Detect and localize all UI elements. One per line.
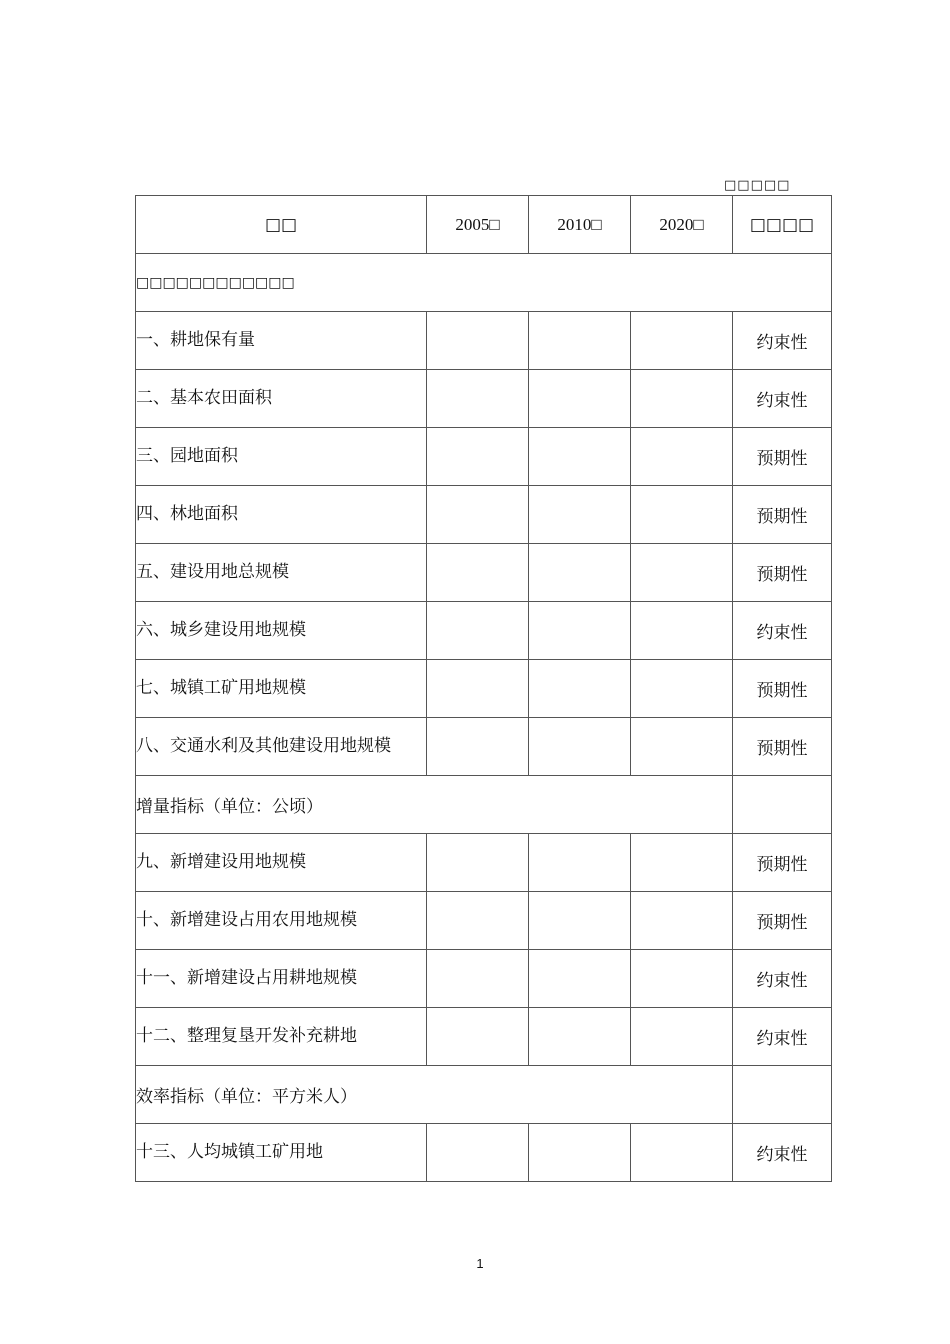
indicator-type: 约束性 [733,950,832,1008]
value-2020 [631,834,733,892]
value-2005 [427,428,529,486]
value-2020 [631,950,733,1008]
value-2005 [427,892,529,950]
section-increment-indicators: 增量指标（单位：公顷） [136,776,733,834]
table-row [136,370,832,428]
indicator-type: 约束性 [733,1124,832,1182]
value-2020 [631,718,733,776]
indicator-name: 十、新增建设占用农用地规模 [136,892,427,950]
value-2010 [529,1124,631,1182]
header-year-2010: 2010□ [529,196,631,254]
indicator-type: 预期性 [733,486,832,544]
indicator-name: 三、园地面积 [136,428,427,486]
value-2005 [427,834,529,892]
value-2010 [529,544,631,602]
indicator-name: 十一、新增建设占用耕地规模 [136,950,427,1008]
value-2020 [631,486,733,544]
value-2010 [529,486,631,544]
section-type-empty [733,776,832,834]
value-2010 [529,660,631,718]
indicator-type: 约束性 [733,602,832,660]
table-row [136,1008,832,1066]
header-year-2020: 2020□ [631,196,733,254]
indicator-type: 约束性 [733,370,832,428]
value-2010 [529,834,631,892]
value-2005 [427,370,529,428]
section-row-increment [136,776,832,834]
value-2005 [427,1008,529,1066]
header-indicator-type: □□□□ [733,196,832,254]
value-2010 [529,312,631,370]
indicator-type: 预期性 [733,892,832,950]
table-row [136,892,832,950]
land-use-indicator-table [135,195,832,1182]
indicator-name: 六、城乡建设用地规模 [136,602,427,660]
header-year-2005: 2005□ [427,196,529,254]
section-row-total [136,254,832,312]
value-2010 [529,602,631,660]
value-2010 [529,1008,631,1066]
indicator-type: 预期性 [733,660,832,718]
value-2005 [427,950,529,1008]
value-2020 [631,544,733,602]
indicator-name: 一、耕地保有量 [136,312,427,370]
value-2005 [427,486,529,544]
indicator-name: 四、林地面积 [136,486,427,544]
value-2010 [529,718,631,776]
table-row [136,660,832,718]
indicator-name: 二、基本农田面积 [136,370,427,428]
page-number: 1 [476,1256,484,1271]
value-2005 [427,718,529,776]
table-row [136,602,832,660]
indicator-name: 八、交通水利及其他建设用地规模 [136,718,427,776]
indicator-name: 十二、整理复垦开发补充耕地 [136,1008,427,1066]
table-row [136,486,832,544]
indicator-type: 约束性 [733,1008,832,1066]
value-2010 [529,428,631,486]
value-2005 [427,602,529,660]
table-unit-caption: □□□□□ [724,178,791,193]
indicator-type: 预期性 [733,718,832,776]
value-2005 [427,544,529,602]
value-2010 [529,892,631,950]
value-2020 [631,370,733,428]
value-2020 [631,1124,733,1182]
value-2020 [631,602,733,660]
table-row [136,718,832,776]
indicator-name: 七、城镇工矿用地规模 [136,660,427,718]
section-type-empty [733,1066,832,1124]
value-2005 [427,1124,529,1182]
indicator-type: 预期性 [733,834,832,892]
indicator-name: 十三、人均城镇工矿用地 [136,1124,427,1182]
value-2020 [631,1008,733,1066]
table-row [136,544,832,602]
table-row [136,428,832,486]
value-2005 [427,660,529,718]
table-header-row [136,196,832,254]
value-2010 [529,370,631,428]
indicator-type: 预期性 [733,544,832,602]
indicator-name: 五、建设用地总规模 [136,544,427,602]
table-row [136,1124,832,1182]
indicator-type: 约束性 [733,312,832,370]
value-2005 [427,312,529,370]
indicator-type: 预期性 [733,428,832,486]
value-2020 [631,892,733,950]
table-row [136,950,832,1008]
header-indicator-name: □□ [136,196,427,254]
value-2020 [631,660,733,718]
section-total-indicators: □□□□□□□□□□□□ [136,254,832,312]
indicator-name: 九、新增建设用地规模 [136,834,427,892]
table-row [136,834,832,892]
value-2020 [631,428,733,486]
section-row-efficiency [136,1066,832,1124]
value-2020 [631,312,733,370]
section-efficiency-indicators: 效率指标（单位：平方米人） [136,1066,733,1124]
value-2010 [529,950,631,1008]
table-row [136,312,832,370]
